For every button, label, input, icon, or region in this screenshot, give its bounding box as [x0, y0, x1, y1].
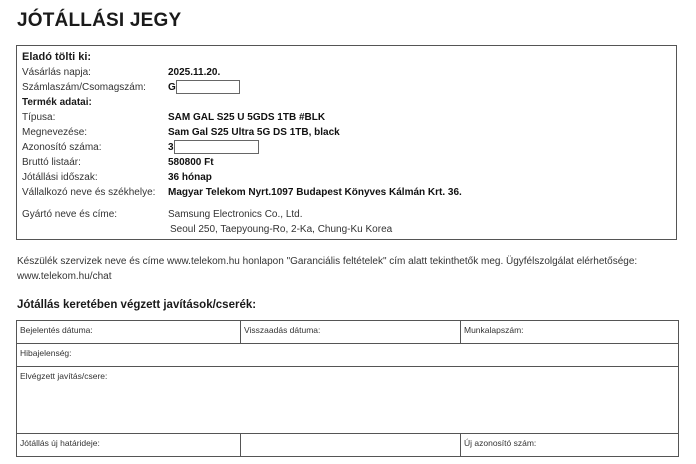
manufacturer-label: Gyártó neve és címe:: [22, 209, 118, 220]
empty-cell[interactable]: [241, 434, 461, 457]
repairs-heading: Jótállás keretében végzett javítások/cserék:: [17, 299, 257, 311]
service-note-line2: www.telekom.hu/chat: [17, 271, 112, 282]
worksheet-cell[interactable]: [461, 321, 679, 344]
new-id-cell[interactable]: [461, 434, 679, 457]
invoice-field[interactable]: [168, 79, 240, 95]
name-value: Sam Gal S25 Ultra 5G DS 1TB, black: [168, 127, 340, 138]
fault-cell[interactable]: [17, 344, 679, 367]
new-deadline-label: Jótállás új határideje:: [20, 438, 100, 448]
return-date-cell[interactable]: [241, 321, 461, 344]
invoice-label: Számlaszám/Csomagszám:: [22, 82, 146, 93]
seller-section: [16, 45, 677, 240]
table-row: [17, 434, 679, 457]
company-value: Magyar Telekom Nyrt.1097 Budapest Könyves Kálmán Krt. 36.: [168, 187, 462, 198]
type-label: Típusa:: [22, 112, 56, 123]
product-heading: Termék adatai:: [22, 97, 92, 108]
page-title: JÓTÁLLÁSI JEGY: [17, 10, 182, 31]
service-note: [17, 254, 677, 284]
id-input-box[interactable]: [174, 140, 259, 154]
return-date-label: Visszaadás dátuma:: [244, 325, 321, 335]
price-label: Bruttó listaár:: [22, 157, 81, 168]
worksheet-label: Munkalapszám:: [464, 325, 524, 335]
report-date-label: Bejelentés dátuma:: [20, 325, 93, 335]
id-prefix: 3: [168, 141, 174, 153]
service-note-line1: Készülék szervizek neve és címe www.telekom.hu honlapon "Garanciális feltételek" cím alatt tekinthetők meg. Ügyfélszolgálat elérhetősége:: [17, 256, 638, 267]
table-row: [17, 321, 679, 344]
warranty-label: Jótállási időszak:: [22, 172, 98, 183]
purchase-date-value: 2025.11.20.: [168, 67, 221, 78]
company-label: Vállalkozó neve és székhelye:: [22, 187, 156, 198]
new-deadline-cell[interactable]: [17, 434, 241, 457]
repairs-table: [16, 320, 679, 457]
manufacturer-line1: Samsung Electronics Co., Ltd.: [168, 209, 303, 220]
id-label: Azonosító száma:: [22, 142, 102, 153]
work-done-label: Elvégzett javítás/csere:: [20, 371, 108, 381]
id-field[interactable]: [168, 139, 259, 155]
fault-label: Hibajelenség:: [20, 348, 72, 358]
invoice-input-box[interactable]: [176, 80, 240, 94]
name-label: Megnevezése:: [22, 127, 88, 138]
warranty-value: 36 hónap: [168, 172, 212, 183]
price-value: 580800 Ft: [168, 157, 214, 168]
seller-heading: Eladó tölti ki:: [22, 51, 92, 63]
purchase-date-label: Vásárlás napja:: [22, 67, 91, 78]
table-row: [17, 344, 679, 367]
report-date-cell[interactable]: [17, 321, 241, 344]
work-done-cell[interactable]: [17, 367, 679, 434]
manufacturer-line2: Seoul 250, Taepyoung-Ro, 2-Ka, Chung-Ku Korea: [170, 224, 393, 235]
table-row: [17, 367, 679, 434]
type-value: SAM GAL S25 U 5GDS 1TB #BLK: [168, 112, 326, 123]
invoice-prefix: G: [168, 81, 176, 93]
new-id-label: Új azonosító szám:: [464, 438, 537, 448]
